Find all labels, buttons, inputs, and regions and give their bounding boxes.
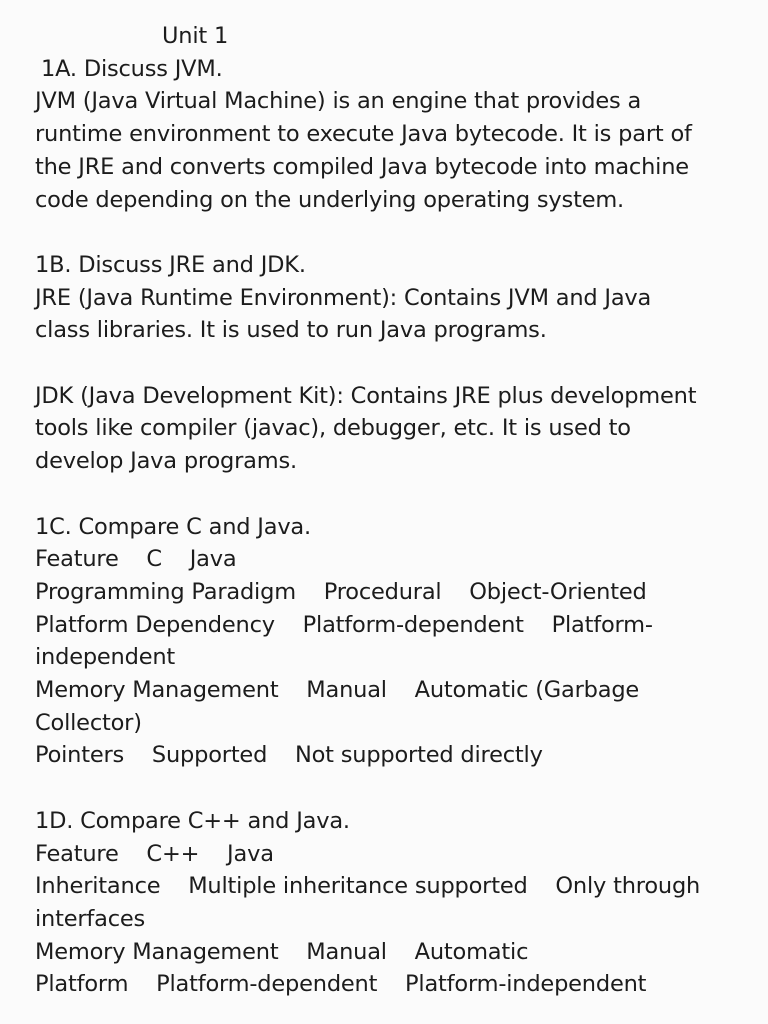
answer-1a-line: JVM (Java Virtual Machine) is an engine that provides a: [35, 88, 642, 115]
compare-cpp-java-row: Platform Platform-dependent Platform-independent: [35, 971, 647, 998]
answer-1b-jdk-line: JDK (Java Development Kit): Contains JRE plus development: [35, 382, 697, 409]
compare-c-java-row: Programming Paradigm Procedural Object-Oriented: [35, 578, 647, 605]
answer-1b-jdk-line: tools like compiler (javac), debugger, etc. It is used to: [35, 415, 631, 442]
spacer: [35, 478, 755, 511]
compare-cpp-java-row: Memory Management Manual Automatic: [35, 938, 529, 965]
answer-1b-jdk-line: develop Java programs.: [35, 448, 297, 475]
spacer: [35, 772, 755, 805]
unit-title: Unit 1: [162, 23, 229, 49]
compare-c-java-row: Collector): [35, 709, 142, 736]
answer-1b-jre-line: class libraries. It is used to run Java programs.: [35, 317, 547, 344]
answer-1a-line: the JRE and converts compiled Java bytecode into machine: [35, 153, 689, 180]
compare-cpp-java-row: Inheritance Multiple inheritance supported Only through: [35, 873, 701, 900]
compare-c-java-row: Pointers Supported Not supported directly: [35, 742, 543, 769]
compare-c-java-row: independent: [35, 644, 176, 671]
compare-c-java-row: Memory Management Manual Automatic (Garbage: [35, 677, 640, 704]
question-1d-heading: 1D. Compare C++ and Java.: [35, 807, 350, 834]
spacer: [35, 347, 755, 380]
compare-cpp-java-row: Feature C++ Java: [35, 840, 274, 867]
question-1a-heading: 1A. Discuss JVM.: [41, 55, 223, 82]
spacer: [35, 216, 755, 249]
question-1c-heading: 1C. Compare C and Java.: [35, 513, 311, 540]
question-1b-heading: 1B. Discuss JRE and JDK.: [35, 251, 306, 278]
answer-1b-jre-line: JRE (Java Runtime Environment): Contains JVM and Java: [35, 284, 652, 311]
compare-c-java-row: Platform Dependency Platform-dependent Platform-: [35, 611, 653, 638]
answer-1a-line: code depending on the underlying operating system.: [35, 186, 625, 213]
answer-1a-line: runtime environment to execute Java bytecode. It is part of: [35, 121, 692, 148]
document-body: [35, 20, 755, 1001]
compare-cpp-java-row: interfaces: [35, 905, 146, 932]
compare-c-java-row: Feature C Java: [35, 546, 237, 573]
